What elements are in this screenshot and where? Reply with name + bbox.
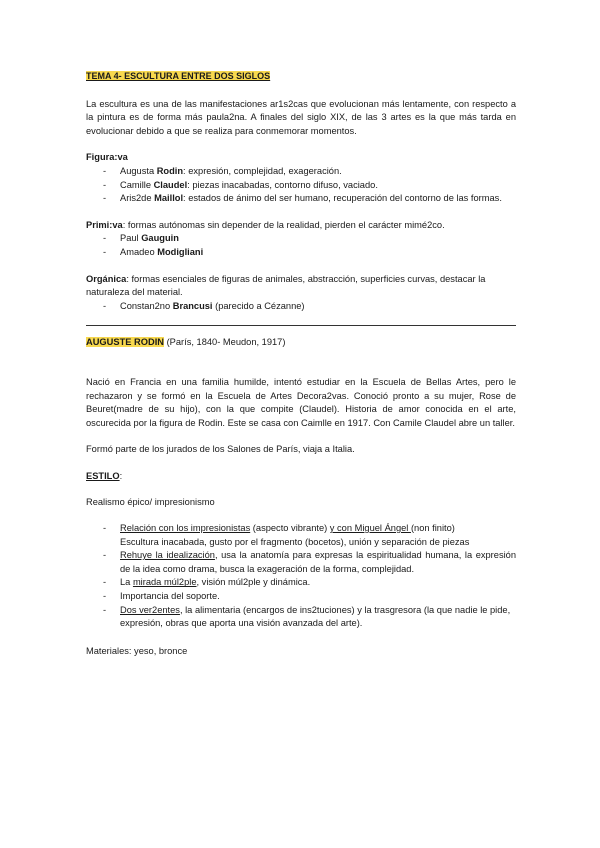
list-item: - Dos ver2entes, la alimentaria (encargos de ins2tuciones) y la trasgresora (la que nadie le pide, expresión, obras que aporta una visión avanzada del arte). [86, 604, 516, 631]
primitiva-list [86, 232, 516, 259]
list-item: - Aris2de Maillol: estados de ánimo del ser humano, recuperación del contorno de las formas. [86, 192, 516, 206]
organica-list [86, 300, 516, 314]
rodin-heading: AUGUSTE RODIN [86, 337, 164, 348]
list-item: - Amadeo Modigliani [86, 246, 516, 260]
organica-heading: Orgánica [86, 273, 127, 284]
primitiva-paragraph [86, 219, 516, 233]
list-item: - Importancia del soporte. [86, 590, 516, 604]
list-item: - Constan2no Brancusi (parecido a Cézanne) [86, 300, 516, 314]
document-title [86, 70, 516, 84]
intro-paragraph: La escultura es una de las manifestaciones ar1s2cas que evolucionan más lentamente, con respecto a la pintura es de forma más paula2na. A finales del siglo XIX, de las 3 artes es la que más tarda en evolucionar debido a que se realiza para conmemorar momentos. [86, 98, 516, 136]
list-item: - Augusta Rodin: expresión, complejidad, exageración. [86, 165, 516, 179]
list-item: - Relación con los impresionistas (aspecto vibrante) y con Miguel Ángel (non finito) Escultura inacabada, gusto por el fragmento (bocetos), unión y separación de piezas [86, 522, 516, 549]
title-highlight: TEMA 4- ESCULTURA ENTRE DOS SIGLOS [86, 71, 271, 81]
rodin-dates: (París, 1840- Meudon, 1917) [164, 337, 286, 348]
rodin-heading-line [86, 336, 516, 350]
list-item: - Camille Claudel: piezas inacabadas, contorno difuso, vaciado. [86, 179, 516, 193]
rodin-bio: Nació en Francia en una familia humilde, intentó estudiar en la Escuela de Bellas Artes, pero le rechazaron y se formó en la Escuela de Artes Decora2vas. Conoció pronto a su mujer, Rose de Beuret(madre de su hijo), con la que compite (Claudel). Historia de amor conocida en el arte, oscurecida por la figura de Rodin. Este se casa con Caimlle en 1917. Con Camile Claudel abre un taller. [86, 376, 516, 428]
figurativa-heading: Figura:va [86, 152, 128, 163]
estilo-list [86, 522, 516, 631]
figurativa-list [86, 165, 516, 206]
organica-paragraph [86, 273, 516, 300]
rodin-jurados: Formó parte de los jurados de los Salones de París, viaja a Italia. [86, 444, 355, 455]
list-item: - Paul Gauguin [86, 232, 516, 246]
estilo-subheading: Realismo épico/ impresionismo [86, 497, 215, 508]
list-item: - Rehuye la idealización, usa la anatomía para expresas la espiritualidad humana, la expresión de la idea como drama, busca la exageración de la forma, complejidad. [86, 549, 516, 576]
document-page [86, 70, 516, 658]
section-divider [86, 325, 516, 326]
organica-desc: : formas esenciales de figuras de animales, abstracción, superficies curvas, destacar la naturaleza del material. [86, 273, 486, 298]
list-item: - La mirada múl2ple, visión múl2ple y dinámica. [86, 576, 516, 590]
materiales: Materiales: yeso, bronce [86, 645, 188, 656]
primitiva-heading: Primi:va [86, 219, 123, 230]
primitiva-desc: : formas autónomas sin depender de la realidad, pierden el carácter mimé2co. [122, 219, 445, 230]
estilo-heading: ESTILO: [86, 470, 123, 481]
